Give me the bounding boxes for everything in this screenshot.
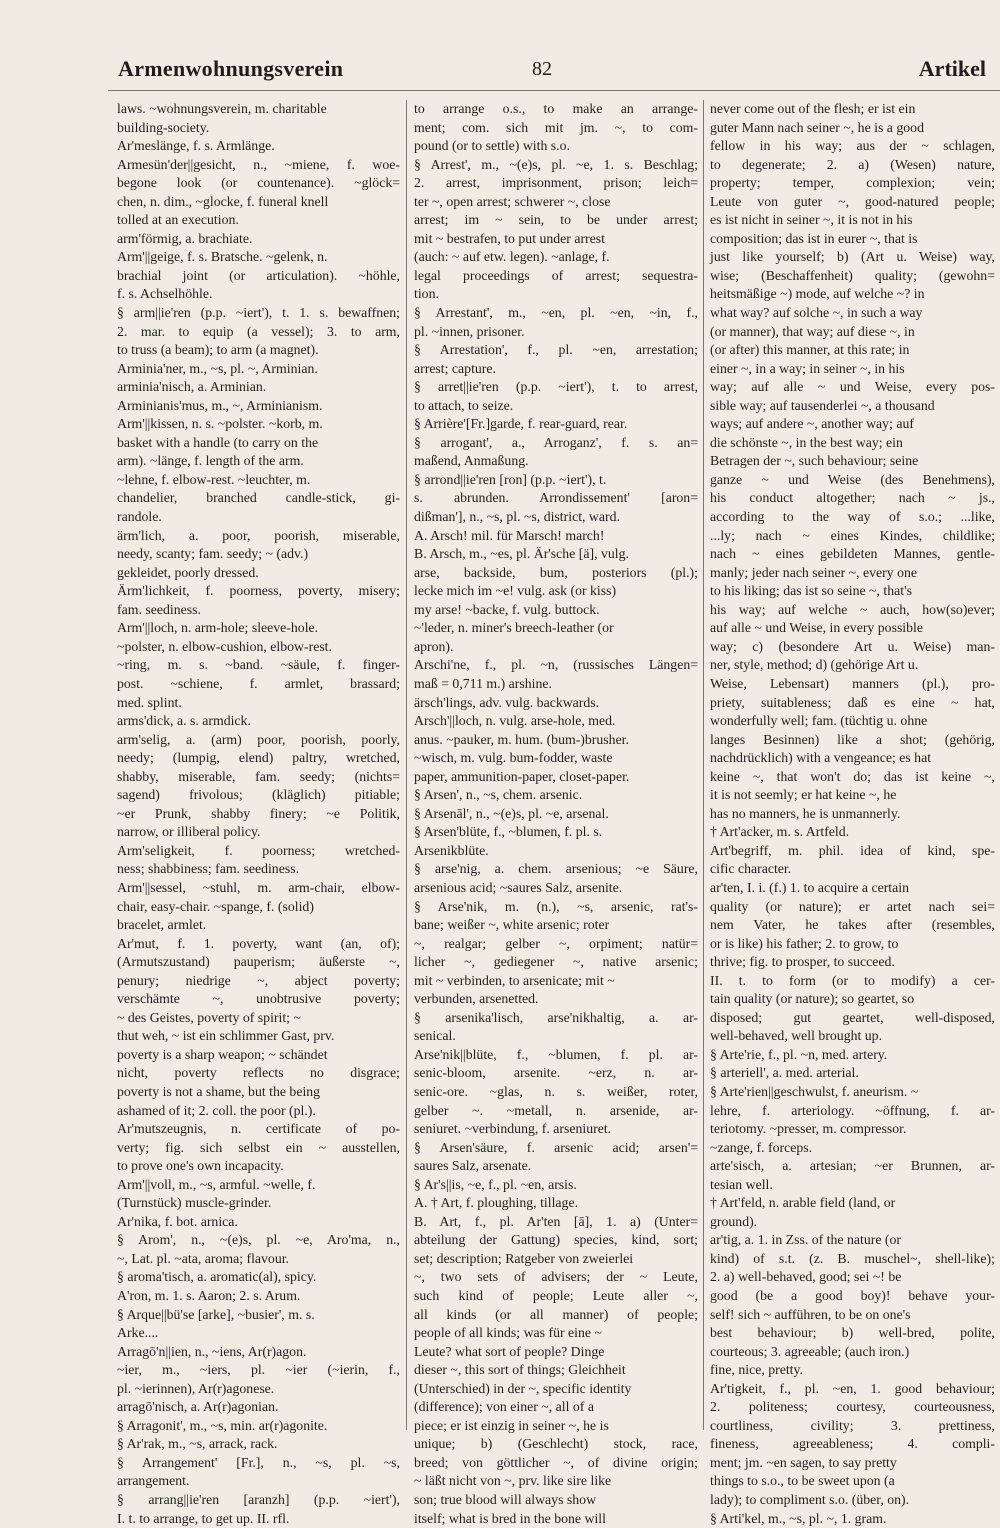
entry-line: disposed; gut geartet, well-disposed, — [710, 1009, 995, 1025]
entry-line: way; c) (besondere Art u. Weise) man- — [710, 638, 995, 654]
entry-line: § arm||ie'ren (p.p. ~iert'), t. 1. s. bewaffnen; — [117, 305, 400, 321]
entry-line: § aroma'tisch, a. aromatic(al), spicy. — [117, 1269, 317, 1285]
entry-line: senic-bloom, arsenite. ~erz, n. ar- — [414, 1065, 698, 1081]
entry-line: § Arte'rien||geschwulst, f. aneurism. ~ — [710, 1083, 919, 1099]
entry-line: keine ~, that won't do; das ist keine ~, — [710, 768, 995, 784]
entry-line: Arm'||voll, m., ~s, armful. ~welle, f. — [117, 1176, 316, 1192]
entry-line: ter ~, open arrest; schwerer ~, close — [414, 193, 611, 209]
entry-line: ~zange, f. forceps. — [710, 1139, 813, 1155]
entry-line: § Arom', n., ~(e)s, pl. ~e, Aro'ma, n., — [117, 1232, 400, 1248]
entry-line: basket with a handle (to carry on the — [117, 434, 319, 450]
entry-line: auf alle ~ und Weise, in every possible — [710, 620, 923, 636]
entry-line: pl. ~ierinnen), Ar(r)agonese. — [117, 1380, 275, 1396]
entry-line: B. Art, f., pl. Ar'ten [ā], 1. a) (Unter= — [414, 1213, 698, 1229]
entry-line: property; temper, complexion; vein; — [710, 175, 995, 191]
entry-line: § Arrangement' [Fr.], n., ~s, pl. ~s, — [117, 1454, 400, 1470]
entry-line: abteilung der Gattung) species, kind, sort; — [414, 1232, 698, 1248]
entry-line: § Ar's||is, ~e, f., pl. ~en, arsis. — [414, 1176, 577, 1192]
entry-line: his conduct altogether; nach ~ js., — [710, 490, 995, 506]
column-3 — [710, 100, 995, 1526]
entry-line: what way? auf solche ~, in such a way — [710, 305, 923, 321]
entry-line: ~polster, n. elbow-cushion, elbow-rest. — [117, 638, 332, 654]
entry-line: arrest; capture. — [414, 360, 496, 376]
entry-line: ~ring, m. s. ~band. ~säule, f. finger- — [117, 657, 400, 673]
entry-line: arminia'nisch, a. Arminian. — [117, 379, 267, 395]
entry-line: (difference); von einer ~, all of a — [414, 1399, 594, 1415]
entry-line: ~wisch, m. vulg. bum-fodder, waste — [414, 750, 613, 766]
entry-line: dißman'], n., ~s, pl. ~s, district, ward. — [414, 509, 620, 525]
entry-line: nem Vater, he takes after (resembles, — [710, 917, 995, 933]
entry-line: tolled at an execution. — [117, 212, 239, 228]
entry-line: Leute? what sort of people? Dinge — [414, 1343, 605, 1359]
entry-line: shabby, miserable, fam. seedy; (nichts= — [117, 768, 400, 784]
entry-line: Armesün'der||gesicht, n., ~miene, f. woe- — [117, 156, 400, 172]
entry-line: (Armutszustand) pauperism; äußerste ~, — [117, 954, 400, 970]
entry-line: § Arsen'blüte, f., ~blumen, f. pl. s. — [414, 824, 603, 840]
entry-line: Arminia'ner, m., ~s, pl. ~, Arminian. — [117, 360, 318, 376]
entry-line: verty; fig. sich selbst ein ~ ausstellen, — [117, 1139, 400, 1155]
entry-line: narrow, or illiberal policy. — [117, 824, 261, 840]
entry-line: arsenious acid; ~saures Salz, arsenite. — [414, 879, 623, 895]
entry-line: ...ly; nach ~ eines Kindes, childlike; — [710, 527, 995, 543]
entry-line: Ar'mutszeugnis, n. certificate of po- — [117, 1121, 400, 1137]
entry-line: Ärm'lichkeit, f. poorness, poverty, misery; — [117, 583, 400, 599]
entry-line: verbunden, arsenetted. — [414, 991, 539, 1007]
entry-line: begone look (or countenance). ~glöck= — [117, 175, 400, 191]
entry-line: laws. ~wohnungsverein, m. charitable — [117, 101, 327, 116]
entry-line: § Arrestation', f., pl. ~en, arrestation; — [414, 342, 698, 358]
entry-line: lecke mich im ~e! vulg. ask (or kiss) — [414, 583, 617, 599]
entry-line: § arret||ie'ren (p.p. ~iert'), t. to arrest, — [414, 379, 698, 395]
column-rule-1 — [406, 100, 407, 1430]
entry-line: guter Mann nach seiner ~, he is a good — [710, 119, 924, 135]
entry-line: die schönste ~, in the best way; ein — [710, 434, 903, 450]
entry-line: brachial joint (or articulation). ~höhle, — [117, 267, 400, 283]
column-2 — [414, 100, 698, 1526]
entry-line: ärsch'lings, adv. vulg. backwards. — [414, 694, 600, 710]
entry-line: Arm'||geige, f. s. Bratsche. ~gelenk, n. — [117, 249, 328, 265]
entry-line: ways; auf andere ~, another way; auf — [710, 416, 914, 432]
entry-line: ~, Lat. pl. ~ata, aroma; flavour. — [117, 1250, 290, 1266]
entry-line: arm'selig, a. (arm) poor, poorish, poorly, — [117, 731, 400, 747]
entry-line: arms'dick, a. s. armdick. — [117, 713, 251, 729]
entry-line: licher ~, gediegener ~, native arsenic; — [414, 954, 698, 970]
entry-line: tesian well. — [710, 1176, 773, 1192]
entry-line: tion. — [414, 286, 439, 302]
entry-line: chen, n. dim., ~glocke, f. funeral knell — [117, 193, 329, 209]
entry-line: fellow in his way; aus der ~ schlagen, — [710, 138, 995, 154]
entry-line: ~, realgar; gelber ~, orpiment; natür= — [414, 935, 698, 951]
entry-line: mit ~ verbinden, to arsenicate; mit ~ — [414, 972, 615, 988]
entry-line: § Arrestant', m., ~en, pl. ~en, ~in, f., — [414, 305, 698, 321]
entry-line: tain quality (or nature); so geartet, so — [710, 991, 915, 1007]
entry-line: paper, ammunition-paper, closet-paper. — [414, 768, 630, 784]
entry-line: set; description; Ratgeber von zweierlei — [414, 1250, 634, 1266]
entry-line: ganze ~ und Weise (des Benehmens), — [710, 471, 995, 487]
entry-line: Betragen der ~, such behaviour; seine — [710, 453, 919, 469]
entry-line: breed; von göttlicher ~, of divine origin; — [414, 1454, 698, 1470]
entry-line: thrive; fig. to prosper, to succeed. — [710, 954, 895, 970]
entry-line: Arsch'||loch, n. vulg. arse-hole, med. — [414, 713, 616, 729]
entry-line: building-society. — [117, 119, 210, 135]
entry-line: arrest; im ~ sein, to be under arrest; — [414, 212, 698, 228]
entry-line: mit ~ bestrafen, to put under arrest — [414, 230, 605, 246]
entry-line: lehre, f. arteriology. ~öffnung, f. ar- — [710, 1102, 995, 1118]
entry-line: ärm'lich, a. poor, poorish, miserable, — [117, 527, 400, 543]
entry-line: § Arsen', n., ~s, chem. arsenic. — [414, 787, 583, 803]
entry-line: courtliness, civility; 3. prettiness, — [710, 1417, 995, 1433]
entry-line: wonderfully well; fam. (tüchtig u. ohne — [710, 713, 928, 729]
entry-line: ground). — [710, 1213, 758, 1229]
entry-line: son; true blood will always show — [414, 1492, 597, 1508]
running-head-left: Armenwohnungsverein — [118, 56, 344, 81]
entry-line: piece; er ist einzig in seiner ~, he is — [414, 1417, 609, 1433]
entry-line: such kind of people; Leute aller ~, — [414, 1288, 698, 1303]
entry-line: bracelet, armlet. — [117, 917, 207, 933]
entry-line: § Arte'rie, f., pl. ~n, med. artery. — [710, 1046, 888, 1062]
entry-line: Arschi'ne, f., pl. ~n, (russisches Längen= — [414, 657, 698, 673]
entry-line: 2. arrest, imprisonment, prison; leich= — [414, 175, 698, 191]
entry-line: arm'förmig, a. brachiate. — [117, 230, 253, 246]
entry-line: fam. seediness. — [117, 601, 201, 617]
entry-line: all kinds (or all manner) of people; — [414, 1306, 698, 1322]
entry-line: sagend) frivolous; (kläglich) pitiable; — [117, 787, 400, 803]
entry-line: I. t. to arrange, to get up. II. rfl. — [117, 1510, 290, 1526]
entry-line: § Arti'kel, m., ~s, pl. ~, 1. gram. — [710, 1510, 887, 1526]
entry-line: ~'leder, n. miner's breech-leather (or — [414, 620, 614, 636]
entry-line: my arse! ~backe, f. vulg. buttock. — [414, 601, 600, 617]
entry-line: arm). ~länge, f. length of the arm. — [117, 453, 304, 469]
entry-line: or is like) his father; 2. to grow, to — [710, 935, 899, 951]
entry-line: Leute von guter ~, good-natured people; — [710, 193, 995, 209]
entry-line: gekleidet, poorly dressed. — [117, 564, 259, 580]
entry-line: ment; com. sich mit jm. ~, to com- — [414, 119, 698, 135]
entry-line: Arm'seligkeit, f. poorness; wretched- — [117, 842, 400, 858]
entry-line: cific character. — [710, 861, 792, 877]
entry-line: § Arragonit', m., ~s, min. ar(r)agonite. — [117, 1417, 328, 1433]
entry-line: (or after) this manner, at this rate; in — [710, 342, 910, 358]
entry-line: ~ des Geistes, poverty of spirit; ~ — [117, 1009, 301, 1025]
entry-line: A. Arsch! mil. für Marsch! march! — [414, 527, 605, 543]
entry-line: § Ar'rak, m., ~s, arrack, rack. — [117, 1436, 278, 1452]
entry-line: Arm'||kissen, n. s. ~polster. ~korb, m. — [117, 416, 323, 432]
entry-line: Arragō'n||ien, n., ~iens, Ar(r)agon. — [117, 1343, 307, 1359]
entry-line: fine, nice, pretty. — [710, 1362, 803, 1378]
entry-line: § Arque||bü'se [arke], ~busier', m. s. — [117, 1306, 315, 1322]
entry-line: maßend, Anmaßung. — [414, 453, 529, 469]
entry-line: poverty is not a shame, but the being — [117, 1083, 321, 1099]
column-1 — [117, 100, 400, 1526]
entry-line: kind) of s.t. (z. B. muschel~, shell-like); — [710, 1250, 995, 1266]
entry-line: § arteriell', a. med. arterial. — [710, 1065, 859, 1081]
entry-line: nach ~ eines gebildeten Mannes, gentle- — [710, 546, 995, 562]
entry-line: to degenerate; 2. a) (Wesen) nature, — [710, 156, 995, 172]
entry-line: bane; weißer ~, white arsenic; roter — [414, 917, 610, 933]
entry-line: † Art'acker, m. s. Artfeld. — [710, 824, 850, 840]
entry-line: Arm'||loch, n. arm-hole; sleeve-hole. — [117, 620, 319, 636]
entry-line: chandelier, branched candle-stick, gi- — [117, 490, 400, 506]
entry-line: § arsenika'lisch, arse'nikhaltig, a. ar- — [414, 1009, 698, 1025]
entry-line: Arsenikblüte. — [414, 842, 489, 858]
entry-line: to arrange o.s., to make an arrange- — [414, 101, 698, 116]
entry-line: † Art'feld, n. arable field (land, or — [710, 1195, 896, 1211]
entry-line: dieser ~, this sort of things; Gleichheit — [414, 1362, 626, 1378]
entry-line: ~ läßt nicht von ~, prv. like sire like — [414, 1473, 612, 1489]
entry-line: chair, easy-chair. ~spange, f. (solid) — [117, 898, 314, 914]
entry-line: med. splint. — [117, 694, 182, 710]
entry-line: ~lehne, f. elbow-rest. ~leuchter, m. — [117, 471, 311, 487]
entry-line: heitsmäßige ~) mode, auf welche ~? in — [710, 286, 925, 302]
entry-line: pound (or to settle) with s.o. — [414, 138, 570, 154]
entry-line: well-behaved, well brought up. — [710, 1028, 883, 1044]
entry-line: (Turnstück) muscle-grinder. — [117, 1195, 272, 1211]
entry-line: teriotomy. ~presser, m. compressor. — [710, 1121, 907, 1137]
entry-line: Ar'meslänge, f. s. Armlänge. — [117, 138, 275, 154]
entry-line: § Arrest', m., ~(e)s, pl. ~e, 1. s. Beschlag; — [414, 156, 698, 172]
entry-line: apron). — [414, 638, 454, 654]
entry-line: (Unterschied) in der ~, specific identity — [414, 1380, 632, 1396]
entry-line: (or manner), that way; auf diese ~, in — [710, 323, 915, 339]
entry-line: II. t. to form (or to modify) a cer- — [710, 972, 995, 988]
entry-line: § Arse'nik, m. (n.), ~s, arsenic, rat's- — [414, 898, 698, 914]
header-rule — [108, 90, 1000, 91]
entry-line: maß = 0,711 m.) arshine. — [414, 675, 552, 691]
entry-line: saures Salz, arsenate. — [414, 1158, 532, 1174]
entry-line: Arse'nik||blüte, f., ~blumen, f. pl. ar- — [414, 1046, 698, 1062]
entry-line: anus. ~pauker, m. hum. (bum-)brusher. — [414, 731, 629, 747]
entry-line: gelber ~. ~metall, n. arsenide, ar- — [414, 1102, 698, 1118]
entry-line: § arrang||ie'ren [aranzh] (p.p. ~iert'), — [117, 1492, 400, 1508]
entry-line: quality (or nature); er artet nach sei= — [710, 898, 995, 914]
entry-line: Ar'nika, f. bot. arnica. — [117, 1213, 238, 1229]
entry-line: senical. — [414, 1028, 456, 1044]
entry-line: to truss (a beam); to arm (a magnet). — [117, 342, 319, 358]
page-number: 82 — [532, 58, 552, 80]
entry-line: pl. ~innen, prisoner. — [414, 323, 525, 339]
entry-line: needy; (lumpig, elend) paltry, wretched, — [117, 750, 400, 766]
entry-line: ~er Prunk, shabby finery; ~e Politik, — [117, 805, 400, 821]
entry-line: lady); to compliment s.o. (über, on). — [710, 1492, 910, 1508]
entry-line: arragō'nisch, a. Ar(r)agonian. — [117, 1399, 279, 1415]
entry-line: Ar'mut, f. 1. poverty, want (an, of); — [117, 935, 400, 951]
running-head-right: Artikel — [918, 56, 986, 81]
entry-line: f. s. Achselhöhle. — [117, 286, 213, 302]
entry-line: Arke.... — [117, 1325, 159, 1341]
entry-line: composition; das ist in eurer ~, that is — [710, 230, 918, 246]
column-rule-2 — [703, 100, 704, 1430]
entry-line: sible way; auf tausenderlei ~, a thousand — [710, 397, 935, 413]
entry-line: unique; b) (Geschlecht) stock, race, — [414, 1436, 698, 1452]
entry-line: ment; jm. ~en sagen, to say pretty — [710, 1454, 897, 1470]
entry-line: to prove one's own incapacity. — [117, 1158, 284, 1174]
entry-line: manly; jeder nach seiner ~, every one — [710, 564, 918, 580]
entry-line: ner, style, method; d) (gehörige Art u. — [710, 657, 919, 673]
entry-line: nicht, poverty reflects no disgrace; — [117, 1065, 400, 1081]
entry-line: § Arsenāl', n., ~(e)s, pl. ~e, arsenal. — [414, 805, 609, 821]
entry-line: ar'ten, I. i. (f.) 1. to acquire a certain — [710, 879, 909, 895]
entry-line: § arse'nig, a. chem. arsenious; ~e Säure, — [414, 861, 698, 877]
entry-line: Ar'tigkeit, f., pl. ~en, 1. good behaviour; — [710, 1380, 995, 1396]
entry-line: it is not seemly; er hat keine ~, he — [710, 787, 897, 803]
entry-line: courteous; 3. agreeable; (auch iron.) — [710, 1343, 910, 1359]
entry-line: ~, two sets of advisers; der ~ Leute, — [414, 1269, 698, 1285]
entry-line: fineness, agreeableness; 4. compli- — [710, 1436, 995, 1452]
entry-line: senic-ore. ~glas, n. s. weißer, roter, — [414, 1083, 698, 1099]
entry-line: 2. politeness; courtesy, courteousness, — [710, 1399, 995, 1415]
entry-line: einer ~, in a way; in seiner ~, in his — [710, 360, 905, 376]
entry-line: needy, scanty; fam. seedy; ~ (adv.) — [117, 546, 309, 562]
entry-line: best behaviour; b) well-bred, polite, — [710, 1325, 995, 1341]
entry-line: poverty is a sharp weapon; ~ schändet — [117, 1046, 328, 1062]
entry-line: A. † Art, f. ploughing, tillage. — [414, 1195, 579, 1211]
entry-line: seniuret. ~verbindung, f. arseniuret. — [414, 1121, 612, 1137]
entry-line: nachdrücklich) with a vengeance; es hat — [710, 750, 932, 766]
entry-line: Art'begriff, m. phil. idea of kind, spe- — [710, 842, 995, 858]
entry-line: § Arrière'[Fr.]garde, f. rear-guard, rear. — [414, 416, 628, 432]
entry-line: post. ~schiene, f. armlet, brassard; — [117, 675, 400, 691]
entry-line: ~ier, m., ~iers, pl. ~ier (~ierin, f., — [117, 1362, 400, 1378]
entry-line: Weise, Lebensart) manners (pl.), pro- — [710, 675, 995, 691]
entry-line: ness; shabbiness; fam. seediness. — [117, 861, 300, 877]
entry-line: 2. mar. to equip (a vessel); 3. to arm, — [117, 323, 400, 339]
entry-line: arte'sisch, a. artesian; ~er Brunnen, ar- — [710, 1158, 995, 1174]
entry-line: langes Besinnen) like a shot; (gehörig, — [710, 731, 995, 747]
entry-line: to attach, to seize. — [414, 397, 514, 413]
entry-line: § Arsen'säure, f. arsenic acid; arsen'= — [414, 1139, 698, 1155]
entry-line: wise; (Beschaffenheit) quality; (gewohn= — [710, 267, 995, 283]
entry-line: itself; what is bred in the bone will — [414, 1510, 606, 1526]
entry-line: ashamed of it; 2. coll. the poor (pl.). — [117, 1102, 316, 1118]
entry-line: self! sich ~ aufführen, to be on one's — [710, 1306, 911, 1322]
entry-line: arse, backside, bum, posteriors (pl.); — [414, 564, 698, 580]
entry-line: has no manners, he is unmannerly. — [710, 805, 901, 821]
entry-line: to his liking; das ist so seine ~, that's — [710, 583, 912, 599]
entry-line: ar'tig, a. 1. in Zss. of the nature (or — [710, 1232, 901, 1248]
entry-line: randole. — [117, 509, 162, 525]
entry-line: § arrond||ie'ren [ron] (p.p. ~iert'), t. — [414, 471, 607, 487]
entry-line: s. abrunden. Arrondissement' [aron= — [414, 490, 698, 506]
entry-line: thut weh, ~ ist ein schlimmer Gast, prv. — [117, 1028, 335, 1044]
entry-line: never come out of the flesh; er ist ein — [710, 101, 916, 116]
entry-line: 2. a) well-behaved, good; sei ~! be — [710, 1269, 902, 1285]
entry-line: things to s.o., to be sweet upon (a — [710, 1473, 895, 1489]
entry-line: es ist nicht in seiner ~, it is not in his — [710, 212, 913, 228]
entry-line: B. Arsch, m., ~es, pl. Är'sche [ä], vulg. — [414, 546, 629, 562]
entry-line: arrangement. — [117, 1473, 190, 1489]
entry-line: good (be a good boy)! behave your- — [710, 1288, 995, 1303]
entry-line: penury; niedrige ~, abject poverty; — [117, 972, 400, 988]
entry-line: legal proceedings of arrest; sequestra- — [414, 267, 698, 283]
entry-line: his way; auf welche ~ auch, how(so)ever; — [710, 601, 995, 617]
entry-line: way; auf alle ~ und Weise, every pos- — [710, 379, 995, 395]
entry-line: A'ron, m. 1. s. Aaron; 2. s. Arum. — [117, 1288, 301, 1303]
entry-line: priety, suitableness; daß es eine ~ hat, — [710, 694, 995, 710]
entry-line: according to the way of s.o.; ...like, — [710, 509, 995, 525]
entry-line: Arminianis'mus, m., ~, Arminianism. — [117, 397, 323, 413]
entry-line: people of all kinds; was für eine ~ — [414, 1325, 602, 1341]
entry-line: Arm'||sessel, ~stuhl, m. arm-chair, elbow- — [117, 879, 400, 895]
entry-line: § arrogant', a., Arroganz', f. s. an= — [414, 434, 698, 450]
entry-line: (auch: ~ auf etw. legen). ~anlage, f. — [414, 249, 610, 265]
entry-line: just like yourself; b) (Art u. Weise) way, — [710, 249, 995, 265]
entry-line: verschämte ~, unobtrusive poverty; — [117, 991, 400, 1007]
